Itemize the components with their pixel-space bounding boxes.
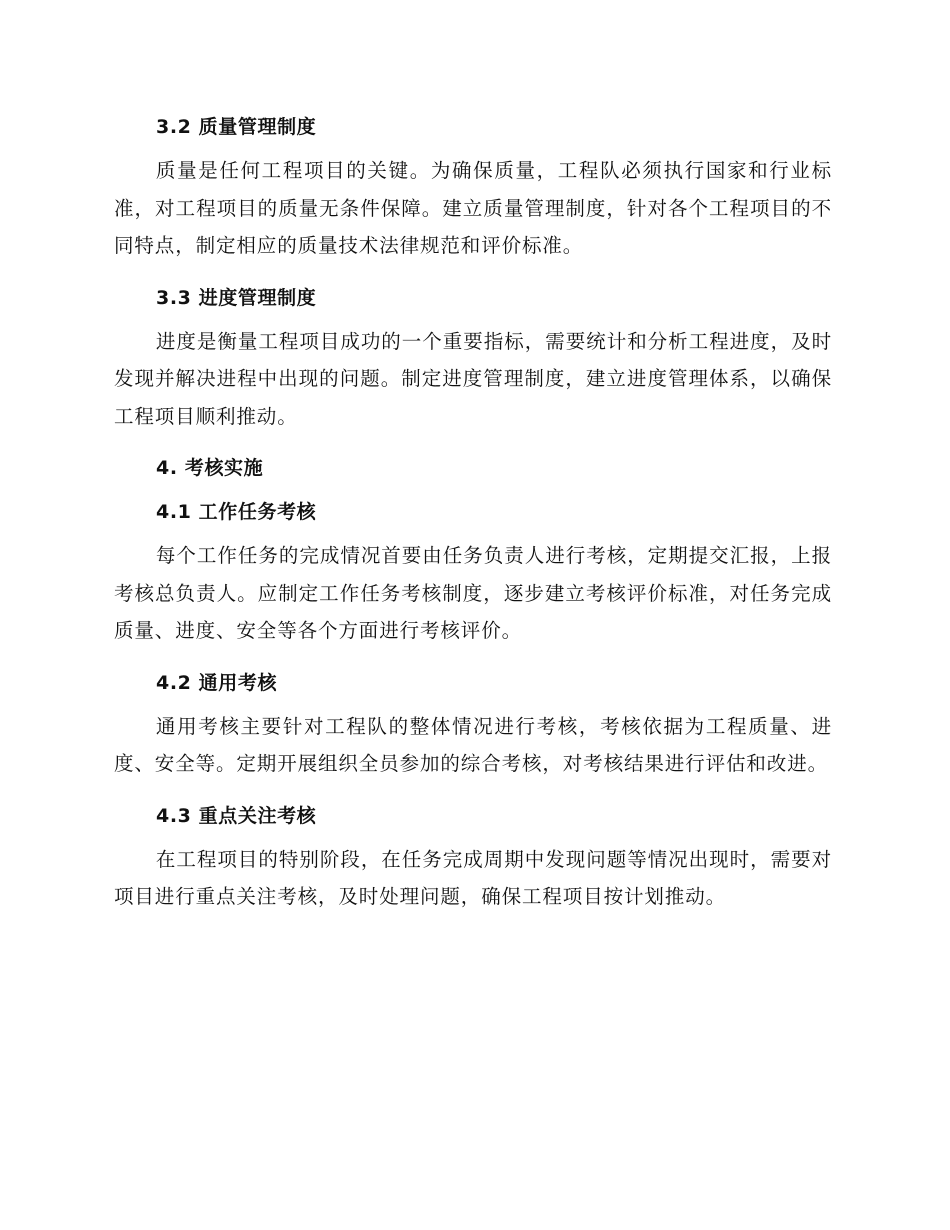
- heading-3-2: 3.2 质量管理制度: [156, 116, 317, 138]
- heading-4-2: 4.2 通用考核: [156, 671, 278, 694]
- heading-4-3: 4.3 重点关注考核: [156, 804, 317, 827]
- paragraph-progress: 进度是衡量工程项目成功的一个重要指标，需要统计和分析工程进度，及时发现并解决进程中出现的问题。制定进度管理制度，建立进度管理体系，以确保工程项目顺利推动。: [114, 329, 832, 428]
- paragraph-general-assessment: 通用考核主要针对工程队的整体情况进行考核，考核依据为工程质量、进度、安全等。定期开展组织全员参加的综合考核，对考核结果进行评估和改进。: [114, 714, 832, 775]
- paragraph-focus-assessment: 在工程项目的特别阶段，在任务完成周期中发现问题等情况出现时，需要对项目进行重点关注考核，及时处理问题，确保工程项目按计划推动。: [114, 847, 832, 908]
- document-body: [114, 108, 832, 930]
- heading-3-3: 3.3 进度管理制度: [156, 286, 317, 309]
- paragraph-quality: 质量是任何工程项目的关键。为确保质量，工程队必须执行国家和行业标准，对工程项目的质量无条件保障。建立质量管理制度，针对各个工程项目的不同特点，制定相应的质量技术法律规范和评价标准。: [114, 159, 832, 257]
- heading-4: 4. 考核实施: [156, 457, 264, 479]
- heading-4-1: 4.1 工作任务考核: [156, 501, 317, 523]
- paragraph-task-assessment: 每个工作任务的完成情况首要由任务负责人进行考核，定期提交汇报，上报考核总负责人。应制定工作任务考核制度，逐步建立考核评价标准，对任务完成质量、进度、安全等各个方面进行考核评价。: [114, 544, 832, 642]
